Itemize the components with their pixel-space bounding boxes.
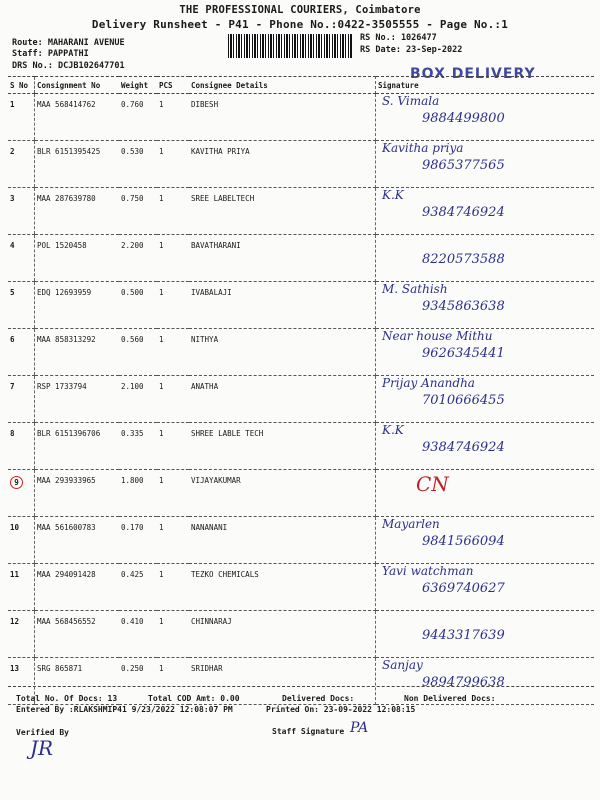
row-consignee: NITHYA: [189, 329, 376, 376]
row-pcs: 1: [157, 188, 189, 235]
table-row: [8, 188, 594, 235]
row-pcs: 1: [157, 423, 189, 470]
row-weight: 0.530: [119, 141, 157, 188]
handwritten-phone: 9384746924: [422, 205, 505, 220]
row-weight: 0.250: [119, 658, 157, 705]
non-delivered-docs: Non Delivered Docs:: [404, 694, 496, 703]
handwritten-signature: Mayarlen: [382, 517, 440, 531]
row-weight: 0.335: [119, 423, 157, 470]
barcode-graphic: [228, 34, 352, 58]
row-consignment: MAA 561600783: [35, 517, 120, 564]
row-signature-cell: [376, 188, 595, 235]
handwritten-signature: Near house Mithu: [382, 329, 493, 343]
row-signature-cell: [376, 235, 595, 282]
handwritten-signature: Yavi watchman: [382, 564, 474, 578]
row-consignment: BLR 6151395425: [35, 141, 120, 188]
row-weight: 0.425: [119, 564, 157, 611]
drs-number: DRS No.: DCJB102647701: [12, 61, 125, 71]
row-sno: 8: [8, 423, 35, 470]
row-pcs: 1: [157, 282, 189, 329]
table-row: [8, 564, 594, 611]
row-signature-cell: [376, 329, 595, 376]
row-consignment: MAA 293933965: [35, 470, 120, 517]
row-pcs: 1: [157, 658, 189, 705]
table-row: [8, 376, 594, 423]
row-consignment: MAA 287639780: [35, 188, 120, 235]
row-pcs: 1: [157, 517, 189, 564]
col-consignee: Consignee Details: [189, 77, 376, 94]
handwritten-signature: K.K: [382, 423, 404, 437]
handwritten-signature: M. Sathish: [382, 282, 448, 296]
row-consignee: IVABALAJI: [189, 282, 376, 329]
table-row: [8, 282, 594, 329]
row-pcs: 1: [157, 376, 189, 423]
row-consignee: ANATHA: [189, 376, 376, 423]
handwritten-signature: Sanjay: [382, 658, 423, 672]
row-pcs: 1: [157, 611, 189, 658]
row-consignment: BLR 6151396706: [35, 423, 120, 470]
entered-by: Entered By :RLAKSHMIP41 9/23/2022 12:08:07 PM: [16, 705, 233, 714]
row-weight: 2.200: [119, 235, 157, 282]
footer-divider: [8, 686, 594, 687]
row-consignee: SHREE LABLE TECH: [189, 423, 376, 470]
row-weight: 2.100: [119, 376, 157, 423]
col-pcs: PCS: [157, 77, 189, 94]
row-sno: 7: [8, 376, 35, 423]
row-signature-cell: [376, 517, 595, 564]
row-consignee: KAVITHA PRIYA: [189, 141, 376, 188]
circled-row-number: 9: [10, 476, 23, 489]
row-consignment: EDQ 12693959: [35, 282, 120, 329]
staff-label: Staff: PAPPATHI: [12, 49, 89, 59]
box-delivery-stamp: BOX DELIVERY: [410, 66, 536, 82]
row-sno: 12: [8, 611, 35, 658]
row-pcs: 1: [157, 470, 189, 517]
handwritten-phone: 9345863638: [422, 299, 505, 314]
table-row: [8, 423, 594, 470]
handwritten-phone: 7010666455: [422, 393, 505, 408]
col-signature: Signature: [376, 77, 595, 94]
route-label: Route: MAHARANI AVENUE: [12, 38, 125, 48]
handwritten-phone: 9841566094: [422, 534, 505, 549]
row-consignment: MAA 294091428: [35, 564, 120, 611]
row-consignee: SRIDHAR: [189, 658, 376, 705]
row-signature-cell: [376, 423, 595, 470]
row-consignment: MAA 568414762: [35, 94, 120, 141]
row-consignee: BAVATHARANI: [189, 235, 376, 282]
total-cod: Total COD Amt: 0.00: [148, 694, 240, 703]
col-sno: S No: [8, 77, 35, 94]
handwritten-phone: 9626345441: [422, 346, 505, 361]
row-signature-cell: [376, 282, 595, 329]
row-consignee: CHINNARAJ: [189, 611, 376, 658]
table-row: [8, 94, 594, 141]
handwritten-phone: 9894799638: [422, 675, 505, 690]
rs-number: RS No.: 1026477: [360, 33, 437, 43]
row-signature-cell: [376, 611, 595, 658]
rs-date: RS Date: 23-Sep-2022: [360, 45, 463, 55]
handwritten-signature: S. Vimala: [382, 94, 440, 108]
col-consignment: Consignment No: [35, 77, 120, 94]
row-sno: 11: [8, 564, 35, 611]
row-signature-cell: [376, 564, 595, 611]
handwritten-phone: 9384746924: [422, 440, 505, 455]
table-row: [8, 141, 594, 188]
verifier-signature: JR: [30, 736, 54, 760]
handwritten-signature: CN: [416, 472, 449, 496]
row-signature-cell: [376, 470, 595, 517]
row-sno: 5: [8, 282, 35, 329]
table-header-row: [8, 77, 594, 94]
row-sno: 1: [8, 94, 35, 141]
delivered-docs: Delivered Docs:: [282, 694, 355, 703]
row-weight: 0.560: [119, 329, 157, 376]
row-weight: 1.800: [119, 470, 157, 517]
row-sno: 10: [8, 517, 35, 564]
row-consignment: MAA 568456552: [35, 611, 120, 658]
runsheet-subtitle: Delivery Runsheet - P41 - Phone No.:0422-3505555 - Page No.:1: [91, 18, 509, 31]
row-consignment: POL 1520458: [35, 235, 120, 282]
row-consignment: RSP 1733794: [35, 376, 120, 423]
staff-signature: PA: [350, 720, 369, 736]
handwritten-phone: 9884499800: [422, 111, 505, 126]
handwritten-phone: 6369740627: [422, 581, 505, 596]
row-sno: 6: [8, 329, 35, 376]
row-sno: 13: [8, 658, 35, 705]
row-pcs: 1: [157, 564, 189, 611]
row-consignee: DIBESH: [189, 94, 376, 141]
row-weight: 0.410: [119, 611, 157, 658]
row-signature-cell: [376, 376, 595, 423]
row-consignee: VIJAYAKUMAR: [189, 470, 376, 517]
row-signature-cell: [376, 141, 595, 188]
table-row: [8, 611, 594, 658]
col-weight: Weight: [119, 77, 157, 94]
total-docs: Total No. Of Docs: 13: [16, 694, 118, 703]
row-pcs: 1: [157, 141, 189, 188]
handwritten-phone: 8220573588: [422, 252, 505, 267]
table-row: [8, 235, 594, 282]
row-pcs: 1: [157, 94, 189, 141]
row-consignment: MAA 858313292: [35, 329, 120, 376]
row-sno: 2: [8, 141, 35, 188]
row-weight: 0.750: [119, 188, 157, 235]
row-weight: 0.760: [119, 94, 157, 141]
handwritten-signature: K.K: [382, 188, 404, 202]
handwritten-phone: 9865377565: [422, 158, 505, 173]
handwritten-signature: Kavitha priya: [382, 141, 464, 155]
printed-on: Printed On: 23-09-2022 12:08:15: [266, 705, 416, 714]
row-sno: 4: [8, 235, 35, 282]
staff-signature-label: Staff Signature: [272, 727, 345, 736]
row-consignment: SRG 865871: [35, 658, 120, 705]
table-row: [8, 329, 594, 376]
row-consignee: TEZKO CHEMICALS: [189, 564, 376, 611]
row-signature-cell: [376, 94, 595, 141]
table-row: [8, 517, 594, 564]
company-title: THE PROFESSIONAL COURIERS, Coimbatore: [179, 4, 421, 16]
handwritten-signature: Prijay Anandha: [382, 376, 475, 390]
row-consignee: NANANANI: [189, 517, 376, 564]
handwritten-phone: 9443317639: [422, 628, 505, 643]
row-pcs: 1: [157, 235, 189, 282]
row-sno: 3: [8, 188, 35, 235]
row-consignee: SREE LABELTECH: [189, 188, 376, 235]
table-row: [8, 470, 594, 517]
verified-by-label: Verified By: [16, 728, 69, 737]
row-weight: 0.170: [119, 517, 157, 564]
delivery-table: [8, 76, 594, 705]
row-weight: 0.500: [119, 282, 157, 329]
row-sno: [8, 470, 35, 517]
row-pcs: 1: [157, 329, 189, 376]
